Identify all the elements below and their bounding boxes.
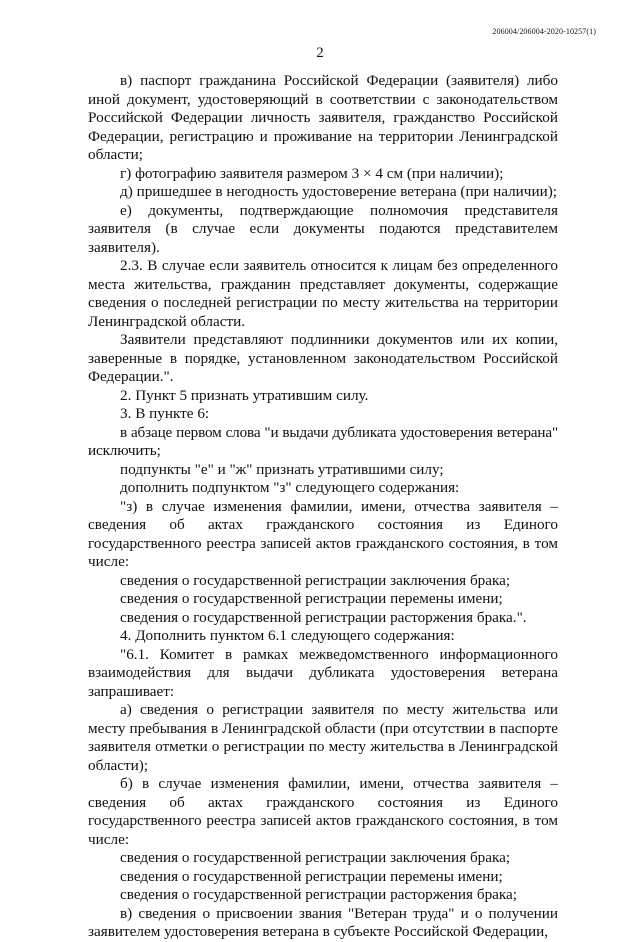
document-id: 206004/206004-2020-10257(1) [492, 27, 596, 36]
paragraph: д) пришедшее в негодность удостоверение ветерана (при наличии); [120, 183, 557, 200]
paragraph: 4. Дополнить пунктом 6.1 следующего содержания: [120, 627, 455, 644]
paragraph: е) документы, подтверждающие полномочия представителя заявителя (в случае если документы подаются представителем заявителя). [88, 201, 558, 256]
paragraph: сведения о государственной регистрации расторжения брака; [120, 886, 518, 903]
paragraph: в) паспорт гражданина Российской Федерации (заявителя) либо иной документ, удостоверяющий в соответствии с законодательством Российской Федерации личность заявителя, гражданство Российской Федерации, регистрацию и проживание на территории Ленинградской области; [88, 72, 558, 163]
paragraph: подпункты "е" и "ж" признать утратившими силу; [120, 460, 444, 478]
paragraph: в) сведения о присвоении звания "Ветеран труда" и о получении заявителем удостоверения ветерана в субъекте Российской Федерации, [88, 904, 558, 940]
paragraph: "6.1. Комитет в рамках межведомственного информационного взаимодействия для выдачи дубликата удостоверения ветерана запрашивает: [88, 645, 558, 700]
paragraph: 3. В пункте 6: [120, 405, 210, 422]
paragraph: 2.3. В случае если заявитель относится к лицам без определенного места жительства, гражданин представляет документы, содержащие сведения о последней регистрации по месту жительства на территории Ленинградской области. [88, 257, 558, 330]
paragraph: б) в случае изменения фамилии, имени, отчества заявителя – сведения об актах гражданского состояния из Единого государственного реестра записей актов гражданского состояния, в том числе: [88, 775, 558, 848]
paragraph: "з) в случае изменения фамилии, имени, отчества заявителя – сведения об актах гражданского состояния из Единого государственного реестра записей актов гражданского состояния, в том числе: [88, 497, 558, 570]
paragraph: сведения о государственной регистрации перемены имени; [120, 867, 503, 885]
paragraph: дополнить подпунктом "з" следующего содержания: [120, 479, 460, 496]
paragraph: сведения о государственной регистрации заключения брака; [120, 571, 511, 589]
document-body [88, 72, 558, 942]
paragraph: сведения о государственной регистрации расторжения брака.". [120, 608, 527, 626]
page-number: 2 [316, 45, 324, 61]
paragraph: сведения о государственной регистрации заключения брака; [120, 849, 511, 866]
paragraph: сведения о государственной регистрации перемены имени; [120, 590, 503, 607]
paragraph: 2. Пункт 5 признать утратившим силу. [120, 386, 369, 404]
paragraph: Заявители представляют подлинники документов или их копии, заверенные в порядке, установленном законодательством Российской Федерации.". [88, 331, 558, 385]
paragraph: в абзаце первом слова "и выдачи дубликата удостоверения ветерана" исключить; [88, 423, 558, 459]
paragraph: а) сведения о регистрации заявителя по месту жительства или месту пребывания в Ленинградской области (при отсутствии в паспорте заявителя отметки о регистрации по месту жительства в Ленинградской области); [88, 701, 558, 774]
paragraph: г) фотографию заявителя размером 3 × 4 см (при наличии); [120, 164, 504, 182]
